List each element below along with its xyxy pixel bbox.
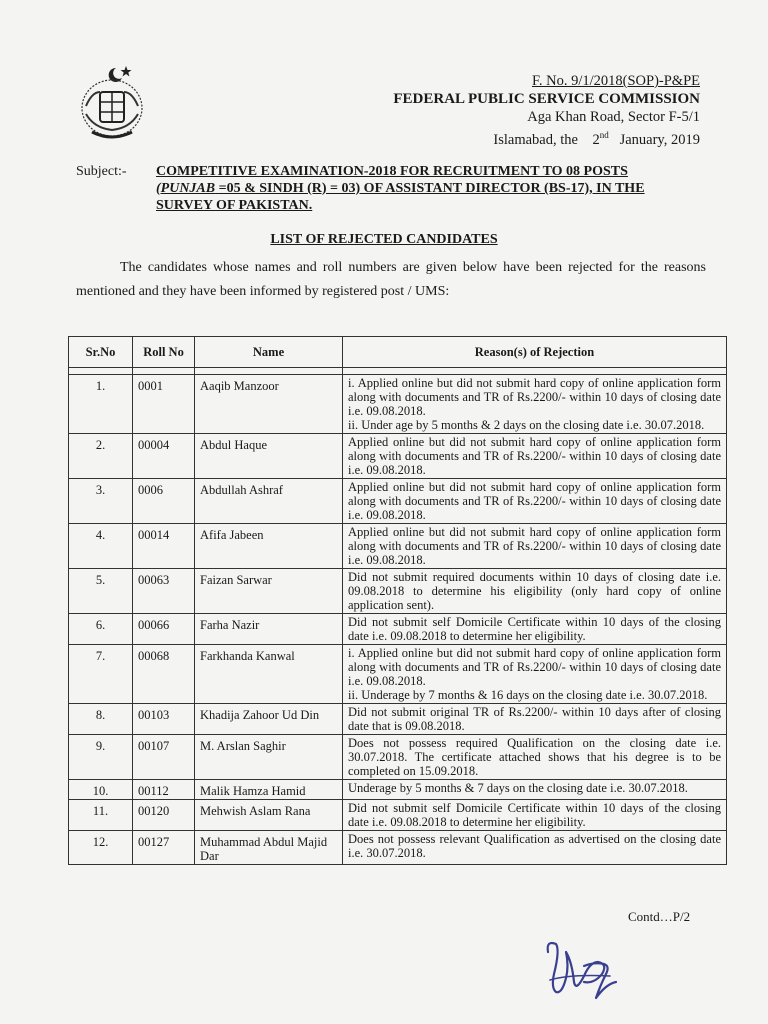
table-header-row [69, 337, 727, 368]
date-suffix: nd [599, 130, 609, 140]
row-roll-no: 00103 [133, 704, 195, 735]
subject-label: Subject:- [76, 164, 127, 179]
row-name: Aaqib Manzoor [195, 375, 343, 434]
row-roll-no: 00004 [133, 434, 195, 479]
row-reason: Did not submit self Domicile Certificate within 10 days of the closing date i.e. 09.08.2018 to determine her eligibility. [343, 800, 727, 831]
row-roll-no: 0006 [133, 479, 195, 524]
row-name: Faizan Sarwar [195, 569, 343, 614]
commission-name: FEDERAL PUBLIC SERVICE COMMISSION [393, 91, 700, 107]
row-roll-no: 00112 [133, 780, 195, 800]
row-roll-no: 00066 [133, 614, 195, 645]
table-row [69, 479, 727, 524]
row-roll-no: 00014 [133, 524, 195, 569]
row-roll-no: 00120 [133, 800, 195, 831]
row-reason: i. Applied online but did not submit hard copy of online application form along with documents and TR of Rs.2200/- within 10 days of closing date i.e. 09.08.2018. ii. Underage by 7 months & 16 days on the closing date i.e. 30.07.2018. [343, 645, 727, 704]
row-reason: Applied online but did not submit hard copy of online application form along with documents and TR of Rs.2200/- within 10 days of closing date i.e. 09.08.2018. [343, 524, 727, 569]
fpsc-emblem [76, 62, 148, 146]
letter-header [393, 72, 700, 149]
row-sr-no: 11. [69, 800, 133, 831]
row-name: Khadija Zahoor Ud Din [195, 704, 343, 735]
table-row [69, 524, 727, 569]
row-name: M. Arslan Saghir [195, 735, 343, 780]
header-name: Name [195, 337, 343, 368]
table-row [69, 780, 727, 800]
row-sr-no: 10. [69, 780, 133, 800]
table-row [69, 704, 727, 735]
row-name: Muhammad Abdul Majid Dar [195, 831, 343, 865]
row-sr-no: 9. [69, 735, 133, 780]
row-name: Abdul Haque [195, 434, 343, 479]
row-roll-no: 0001 [133, 375, 195, 434]
city: Islamabad, the [493, 131, 578, 148]
list-title: LIST OF REJECTED CANDIDATES [270, 232, 498, 247]
table-row [69, 800, 727, 831]
row-name: Afifa Jabeen [195, 524, 343, 569]
row-name: Mehwish Aslam Rana [195, 800, 343, 831]
address: Aga Khan Road, Sector F-5/1 [527, 109, 700, 125]
spacer-row [69, 368, 727, 375]
intro-paragraph [76, 256, 706, 304]
row-name: Farha Nazir [195, 614, 343, 645]
row-roll-no: 00107 [133, 735, 195, 780]
row-reason: Did not submit original TR of Rs.2200/- within 10 days after of closing date that is 09.08.2018. [343, 704, 727, 735]
header-sr-no: Sr.No [69, 337, 133, 368]
table-row [69, 375, 727, 434]
subject-line-2: =05 & SINDH (R) = 03) OF ASSISTANT DIRECTOR (BS-17), IN THE [218, 181, 645, 196]
row-roll-no: 00068 [133, 645, 195, 704]
table-row [69, 831, 727, 865]
table-body [69, 368, 727, 865]
row-sr-no: 2. [69, 434, 133, 479]
subject-text [156, 163, 706, 214]
row-reason: Does not possess relevant Qualification as advertised on the closing date i.e. 30.07.2018. [343, 831, 727, 865]
intro-text: The candidates whose names and roll numbers are given below have been rejected for the reasons mentioned and they have been informed by registered post / UMS: [76, 260, 706, 299]
table-row [69, 569, 727, 614]
row-reason: Did not submit self Domicile Certificate within 10 days of the closing date i.e. 09.08.2018 to determine her eligibility. [343, 614, 727, 645]
row-sr-no: 5. [69, 569, 133, 614]
row-reason: i. Applied online but did not submit hard copy of online application form along with documents and TR of Rs.2200/- within 10 days of closing date i.e. 09.08.2018. ii. Under age by 5 months & 2 days on the closing date i.e. 30.07.2018. [343, 375, 727, 434]
row-name: Abdullah Ashraf [195, 479, 343, 524]
row-sr-no: 6. [69, 614, 133, 645]
row-roll-no: 00063 [133, 569, 195, 614]
row-sr-no: 7. [69, 645, 133, 704]
row-name: Farkhanda Kanwal [195, 645, 343, 704]
row-sr-no: 8. [69, 704, 133, 735]
header-reason: Reason(s) of Rejection [343, 337, 727, 368]
rejected-candidates-table [68, 336, 727, 865]
row-reason: Did not submit required documents within 10 days of closing date i.e. 09.08.2018 to determine his eligibility (only hard copy of online application sent). [343, 569, 727, 614]
date-rest: January, 2019 [619, 131, 700, 148]
row-reason: Applied online but did not submit hard copy of online application form along with documents and TR of Rs.2200/- within 10 days of closing date i.e. 09.08.2018. [343, 434, 727, 479]
table-row [69, 645, 727, 704]
row-sr-no: 1. [69, 375, 133, 434]
signature [528, 930, 638, 1010]
file-number: F. No. 9/1/2018(SOP)-P&PE [531, 73, 700, 89]
row-reason: Applied online but did not submit hard copy of online application form along with documents and TR of Rs.2200/- within 10 days of closing date i.e. 09.08.2018. [343, 479, 727, 524]
subject-line-2-italic: (PUNJAB [156, 181, 216, 196]
row-reason: Underage by 5 months & 7 days on the closing date i.e. 30.07.2018. [343, 780, 727, 800]
subject-line-1: COMPETITIVE EXAMINATION-2018 FOR RECRUITMENT TO 08 POSTS [156, 164, 628, 179]
header-roll-no: Roll No [133, 337, 195, 368]
table-row [69, 735, 727, 780]
row-name: Malik Hamza Hamid [195, 780, 343, 800]
continued-note: Contd…P/2 [628, 909, 691, 924]
table-row [69, 434, 727, 479]
subject-line-3: SURVEY OF PAKISTAN. [156, 198, 313, 213]
date-day: 2 [592, 131, 600, 148]
row-sr-no: 12. [69, 831, 133, 865]
row-sr-no: 3. [69, 479, 133, 524]
date-line [393, 126, 700, 149]
row-sr-no: 4. [69, 524, 133, 569]
table-row [69, 614, 727, 645]
row-reason: Does not possess required Qualification on the closing date i.e. 30.07.2018. The certificate attached shows that his degree is to be completed on 15.09.2018. [343, 735, 727, 780]
row-roll-no: 00127 [133, 831, 195, 865]
